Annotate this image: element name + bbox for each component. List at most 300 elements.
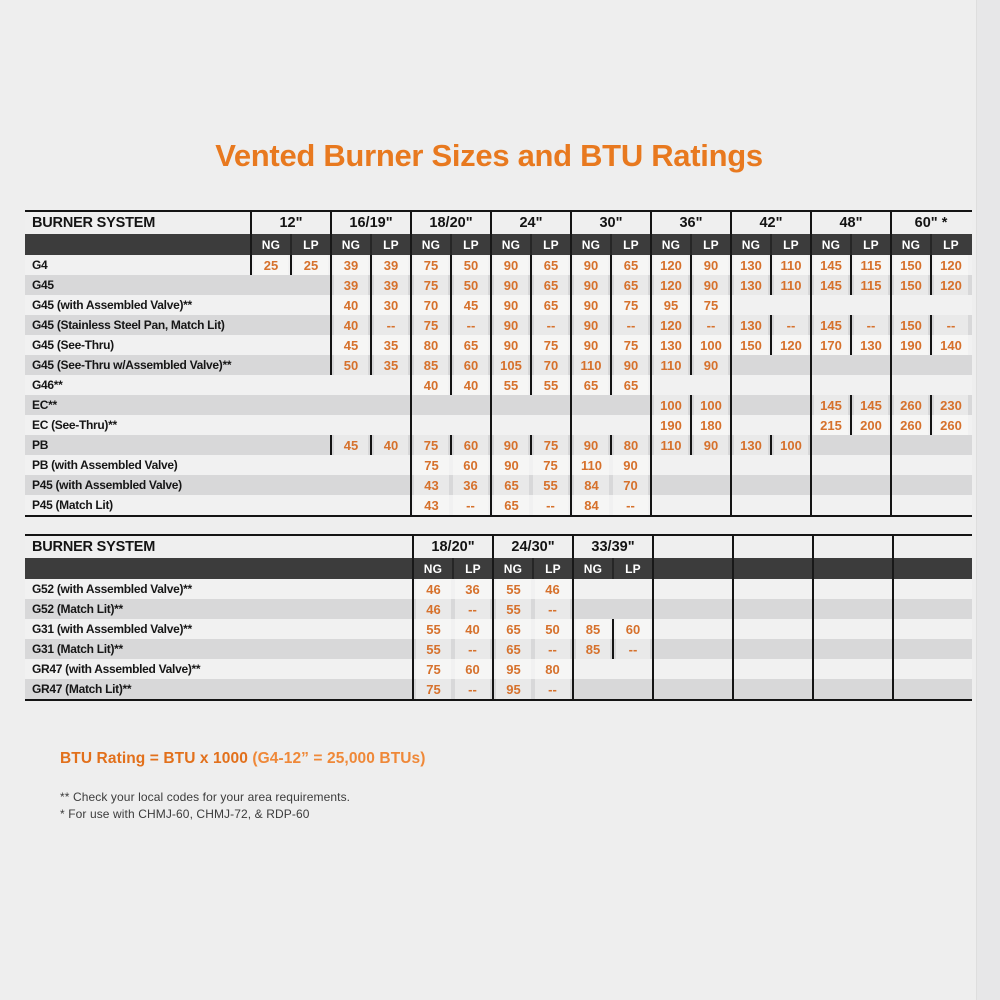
value-cell-lp — [533, 639, 572, 659]
btu-value: 40 — [455, 619, 490, 639]
bar-group — [250, 234, 330, 255]
btu-value: 36 — [453, 475, 488, 495]
size-column-header: 42" — [730, 212, 810, 234]
btu-value: -- — [374, 315, 408, 335]
size-group-cell — [650, 335, 730, 355]
btu-value: 215 — [814, 415, 848, 435]
btu-value: -- — [774, 315, 808, 335]
btu-value: 75 — [414, 455, 449, 475]
btu-value: 90 — [494, 435, 528, 455]
btu-value: 84 — [574, 495, 609, 515]
btu-value: 130 — [734, 275, 768, 295]
ng-label: NG — [503, 561, 523, 576]
value-cell-lp — [450, 255, 490, 275]
table-row — [25, 579, 972, 599]
table-row — [25, 659, 972, 679]
size-group-cell — [490, 255, 570, 275]
btu-value: 36 — [455, 579, 490, 599]
value-cell-ng — [492, 435, 530, 455]
value-cell-ng — [412, 455, 451, 475]
size-group-cell — [410, 315, 490, 335]
btu-value: 45 — [334, 435, 368, 455]
table-row — [25, 395, 972, 415]
btu-value: 55 — [416, 639, 451, 659]
btu-rating-formula — [60, 750, 426, 768]
table-row — [25, 315, 972, 335]
value-cell-ng — [492, 255, 530, 275]
lp-label: LP — [610, 234, 650, 255]
value-cell-ng — [812, 395, 850, 415]
value-cell-lp — [450, 355, 490, 375]
value-cell-ng — [414, 639, 453, 659]
btu-value: -- — [854, 315, 888, 335]
size-group-cell — [492, 659, 572, 679]
value-cell-lp — [533, 599, 572, 619]
burner-name: G4 — [32, 258, 48, 272]
bar-group — [490, 234, 570, 255]
size-group-cell — [330, 295, 410, 315]
value-cell-ng — [732, 435, 770, 455]
size-group-cell — [732, 679, 812, 699]
vented-burner-table-secondary — [25, 534, 972, 701]
value-cell-lp — [530, 275, 570, 295]
btu-value: 75 — [416, 679, 451, 699]
size-group-cell — [892, 579, 972, 599]
size-group-cell — [490, 455, 570, 475]
value-cell-ng — [414, 619, 453, 639]
value-cell-lp — [451, 495, 490, 515]
size-group-cell — [650, 275, 730, 295]
burner-name: G46** — [32, 378, 63, 392]
burner-name: PB (with Assembled Valve) — [32, 458, 178, 472]
btu-value: 46 — [416, 579, 451, 599]
size-group-cell — [330, 395, 410, 415]
ng-label: NG — [341, 237, 361, 252]
value-cell-ng — [652, 295, 690, 315]
btu-value: 60 — [454, 355, 488, 375]
size-group-cell — [570, 395, 650, 415]
size-group-cell — [490, 335, 570, 355]
btu-value: 70 — [414, 295, 448, 315]
value-cell-ng — [414, 599, 453, 619]
btu-value: 120 — [654, 275, 688, 295]
lp-label: LP — [370, 234, 410, 255]
value-cell-ng — [572, 375, 610, 395]
btu-value: 70 — [534, 355, 568, 375]
size-group-cell — [730, 395, 810, 415]
btu-value: 55 — [496, 579, 531, 599]
value-cell-ng — [892, 415, 930, 435]
btu-value: 90 — [494, 315, 528, 335]
table-row — [25, 599, 972, 619]
btu-value: 70 — [613, 475, 648, 495]
btu-value: 35 — [374, 355, 408, 375]
btu-value: 65 — [614, 255, 648, 275]
bar-group — [570, 234, 650, 255]
value-cell-ng — [732, 315, 770, 335]
lp-label: LP — [612, 558, 652, 579]
value-cell-lp — [453, 599, 492, 619]
btu-value: -- — [455, 639, 490, 659]
size-group-cell — [812, 659, 892, 679]
btu-value: -- — [934, 315, 968, 335]
btu-value: 150 — [894, 315, 928, 335]
size-group-cell — [250, 275, 330, 295]
size-group-cell — [570, 375, 650, 395]
btu-value: 39 — [374, 275, 408, 295]
value-cell-lp — [690, 335, 730, 355]
btu-value: 130 — [734, 315, 768, 335]
value-cell-ng — [892, 255, 930, 275]
btu-value: 90 — [494, 295, 528, 315]
size-column-header: 30" — [570, 212, 650, 234]
burner-name: GR47 (with Assembled Valve)** — [32, 662, 201, 676]
btu-value: 25 — [294, 255, 328, 275]
size-group-cell — [570, 255, 650, 275]
value-cell-ng — [492, 295, 530, 315]
value-cell-ng — [414, 579, 453, 599]
btu-value: -- — [534, 315, 568, 335]
btu-value: 90 — [574, 335, 608, 355]
bar-group — [810, 234, 890, 255]
btu-value: 80 — [414, 335, 448, 355]
size-group-cell — [250, 255, 330, 275]
value-cell-lp — [690, 315, 730, 335]
btu-value: 25 — [254, 255, 288, 275]
value-cell-ng — [332, 335, 370, 355]
table-row — [25, 639, 972, 659]
btu-value: 90 — [574, 295, 608, 315]
bar-group — [890, 234, 970, 255]
btu-value: -- — [616, 639, 650, 659]
btu-value: 90 — [694, 355, 728, 375]
burner-system-header: BURNER SYSTEM — [32, 539, 156, 555]
value-cell-ng — [494, 619, 533, 639]
value-cell-ng — [812, 275, 850, 295]
size-group-cell — [810, 355, 890, 375]
btu-value: 65 — [496, 619, 531, 639]
size-group-cell — [730, 435, 810, 455]
btu-value: 75 — [534, 335, 568, 355]
value-cell-ng — [812, 415, 850, 435]
bar-group — [650, 234, 730, 255]
value-cell-lp — [690, 415, 730, 435]
btu-value: 130 — [734, 255, 768, 275]
table-row — [25, 255, 972, 275]
size-group-cell — [410, 395, 490, 415]
size-group-cell — [570, 455, 650, 475]
lp-label: LP — [770, 234, 810, 255]
burner-name: G45 (Stainless Steel Pan, Match Lit) — [32, 318, 225, 332]
btu-value: 45 — [334, 335, 368, 355]
size-group-cell — [730, 315, 810, 335]
burner-name: G31 (with Assembled Valve)** — [32, 622, 192, 636]
size-group-cell — [892, 639, 972, 659]
size-group-cell — [890, 495, 970, 515]
btu-value: 145 — [814, 255, 848, 275]
size-group-cell — [250, 495, 330, 515]
value-cell-lp — [690, 395, 730, 415]
lp-label: LP — [290, 234, 330, 255]
size-group-cell — [730, 495, 810, 515]
value-cell-ng — [572, 275, 610, 295]
btu-value: 260 — [894, 415, 928, 435]
size-group-cell — [330, 375, 410, 395]
value-cell-ng — [732, 255, 770, 275]
size-group-cell — [410, 335, 490, 355]
formula-paren-text: (G4-12” = 25,000 BTUs) — [252, 750, 426, 767]
size-column-header — [732, 536, 812, 558]
burner-name: G31 (Match Lit)** — [32, 642, 123, 656]
btu-value: 75 — [614, 295, 648, 315]
size-group-cell — [412, 679, 492, 699]
btu-value: 120 — [774, 335, 808, 355]
size-group-cell — [652, 679, 732, 699]
btu-value: 50 — [454, 255, 488, 275]
value-cell-lp — [612, 619, 652, 639]
lp-label: LP — [530, 234, 570, 255]
value-cell-ng — [892, 275, 930, 295]
btu-value: 100 — [694, 335, 728, 355]
size-group-cell — [890, 315, 970, 335]
btu-value: 110 — [574, 455, 609, 475]
value-cell-lp — [690, 355, 730, 375]
size-group-cell — [650, 355, 730, 375]
size-column-header — [812, 536, 892, 558]
value-cell-lp — [770, 315, 810, 335]
table-row — [25, 355, 972, 375]
lp-label: LP — [450, 234, 490, 255]
value-cell-ng — [572, 475, 611, 495]
value-cell-ng — [892, 315, 930, 335]
btu-value: 95 — [654, 295, 688, 315]
btu-value: 65 — [454, 335, 488, 355]
value-cell-ng — [652, 415, 690, 435]
btu-value: 65 — [534, 255, 568, 275]
value-cell-ng — [412, 315, 450, 335]
size-group-cell — [890, 295, 970, 315]
value-cell-lp — [610, 275, 650, 295]
value-cell-lp — [370, 295, 410, 315]
size-group-cell — [410, 435, 490, 455]
value-cell-lp — [770, 335, 810, 355]
size-group-cell — [570, 295, 650, 315]
size-group-cell — [730, 255, 810, 275]
table-header-row — [25, 212, 972, 234]
size-group-cell — [250, 435, 330, 455]
value-cell-ng — [412, 495, 451, 515]
size-group-cell — [890, 435, 970, 455]
size-group-cell — [810, 435, 890, 455]
size-group-cell — [810, 295, 890, 315]
value-cell-ng — [412, 355, 450, 375]
ng-label: NG — [583, 561, 603, 576]
size-group-cell — [570, 435, 650, 455]
size-group-cell — [490, 315, 570, 335]
value-cell-ng — [412, 475, 451, 495]
btu-value: 55 — [533, 475, 568, 495]
size-group-cell — [410, 495, 490, 515]
value-cell-lp — [610, 435, 650, 455]
bar-group — [410, 234, 490, 255]
btu-value: 65 — [574, 375, 608, 395]
size-group-cell — [650, 255, 730, 275]
size-group-cell — [250, 455, 330, 475]
size-group-cell — [412, 659, 492, 679]
size-group-cell — [492, 619, 572, 639]
size-group-cell — [732, 619, 812, 639]
btu-value: 115 — [854, 275, 888, 295]
size-column-header: 24/30" — [492, 536, 572, 558]
size-group-cell — [330, 495, 410, 515]
value-cell-ng — [572, 435, 610, 455]
btu-value: 140 — [934, 335, 968, 355]
size-group-cell — [330, 455, 410, 475]
btu-value: 35 — [374, 335, 408, 355]
btu-value: 85 — [576, 639, 610, 659]
burner-system-header: BURNER SYSTEM — [32, 215, 156, 231]
btu-value: 110 — [774, 255, 808, 275]
value-cell-ng — [412, 435, 450, 455]
value-cell-ng — [332, 355, 370, 375]
size-group-cell — [810, 255, 890, 275]
value-cell-ng — [492, 475, 531, 495]
btu-value: 120 — [934, 255, 968, 275]
value-cell-lp — [533, 579, 572, 599]
size-group-cell — [570, 355, 650, 375]
size-group-cell — [330, 435, 410, 455]
value-cell-lp — [370, 275, 410, 295]
burner-name: PB — [32, 438, 49, 452]
size-group-cell — [810, 475, 890, 495]
value-cell-lp — [850, 335, 890, 355]
value-cell-lp — [610, 375, 650, 395]
burner-name: P45 (with Assembled Valve) — [32, 478, 182, 492]
ng-label: NG — [261, 237, 281, 252]
btu-value: 150 — [734, 335, 768, 355]
btu-value: 90 — [574, 435, 608, 455]
btu-value: 75 — [694, 295, 728, 315]
lp-label: LP — [850, 234, 890, 255]
btu-value: 46 — [535, 579, 570, 599]
value-cell-lp — [930, 315, 970, 335]
table-row — [25, 335, 972, 355]
value-cell-lp — [290, 255, 330, 275]
size-group-cell — [490, 475, 570, 495]
size-group-cell — [732, 599, 812, 619]
btu-value: 180 — [694, 415, 728, 435]
size-group-cell — [572, 639, 652, 659]
btu-value: 145 — [814, 275, 848, 295]
btu-value: 130 — [854, 335, 888, 355]
value-cell-lp — [850, 275, 890, 295]
size-group-cell — [330, 475, 410, 495]
size-group-cell — [490, 275, 570, 295]
value-cell-lp — [610, 295, 650, 315]
size-group-cell — [890, 355, 970, 375]
size-group-cell — [810, 415, 890, 435]
size-column-header: 36" — [650, 212, 730, 234]
footnote-local-codes: ** Check your local codes for your area requirements. — [60, 790, 351, 804]
value-cell-ng — [652, 315, 690, 335]
btu-value: 130 — [654, 335, 688, 355]
value-cell-ng — [492, 495, 531, 515]
size-column-header: 24" — [490, 212, 570, 234]
btu-value: 65 — [534, 295, 568, 315]
value-cell-lp — [690, 275, 730, 295]
size-group-cell — [650, 475, 730, 495]
btu-value: -- — [614, 315, 648, 335]
btu-value: 85 — [414, 355, 448, 375]
bar-group — [572, 558, 652, 579]
btu-value: 90 — [613, 455, 648, 475]
value-cell-lp — [533, 619, 572, 639]
value-cell-lp — [930, 395, 970, 415]
size-group-cell — [250, 475, 330, 495]
value-cell-ng — [572, 455, 611, 475]
value-cell-ng — [574, 639, 612, 659]
size-group-cell — [410, 455, 490, 475]
size-group-cell — [250, 355, 330, 375]
size-group-cell — [572, 619, 652, 639]
size-column-header: 18/20" — [412, 536, 492, 558]
size-group-cell — [490, 395, 570, 415]
value-cell-ng — [494, 659, 533, 679]
btu-value: 39 — [334, 275, 368, 295]
value-cell-ng — [892, 335, 930, 355]
size-group-cell — [250, 315, 330, 335]
btu-value: 65 — [534, 275, 568, 295]
bar-group — [652, 558, 732, 579]
value-cell-ng — [574, 619, 612, 639]
size-group-cell — [890, 255, 970, 275]
size-group-cell — [330, 275, 410, 295]
value-cell-lp — [850, 315, 890, 335]
ng-label: NG — [581, 237, 601, 252]
btu-value: 260 — [894, 395, 928, 415]
size-group-cell — [890, 275, 970, 295]
size-group-cell — [412, 619, 492, 639]
size-group-cell — [890, 375, 970, 395]
btu-value: 60 — [455, 659, 490, 679]
size-group-cell — [650, 295, 730, 315]
size-group-cell — [812, 619, 892, 639]
value-cell-lp — [930, 415, 970, 435]
size-group-cell — [250, 375, 330, 395]
btu-value: 115 — [854, 255, 888, 275]
value-cell-lp — [690, 435, 730, 455]
btu-value: 90 — [574, 315, 608, 335]
btu-value: 90 — [614, 355, 648, 375]
value-cell-ng — [572, 495, 611, 515]
value-cell-lp — [450, 335, 490, 355]
size-group-cell — [412, 599, 492, 619]
size-group-cell — [810, 315, 890, 335]
ng-label: NG — [901, 237, 921, 252]
size-group-cell — [652, 659, 732, 679]
size-group-cell — [650, 455, 730, 475]
value-cell-lp — [530, 355, 570, 375]
size-group-cell — [572, 679, 652, 699]
btu-value: 45 — [454, 295, 488, 315]
btu-value: 60 — [454, 435, 488, 455]
size-group-cell — [652, 619, 732, 639]
ng-label: NG — [423, 561, 443, 576]
btu-value: 145 — [854, 395, 888, 415]
lp-label: LP — [690, 234, 730, 255]
size-group-cell — [330, 315, 410, 335]
value-cell-lp — [451, 455, 490, 475]
